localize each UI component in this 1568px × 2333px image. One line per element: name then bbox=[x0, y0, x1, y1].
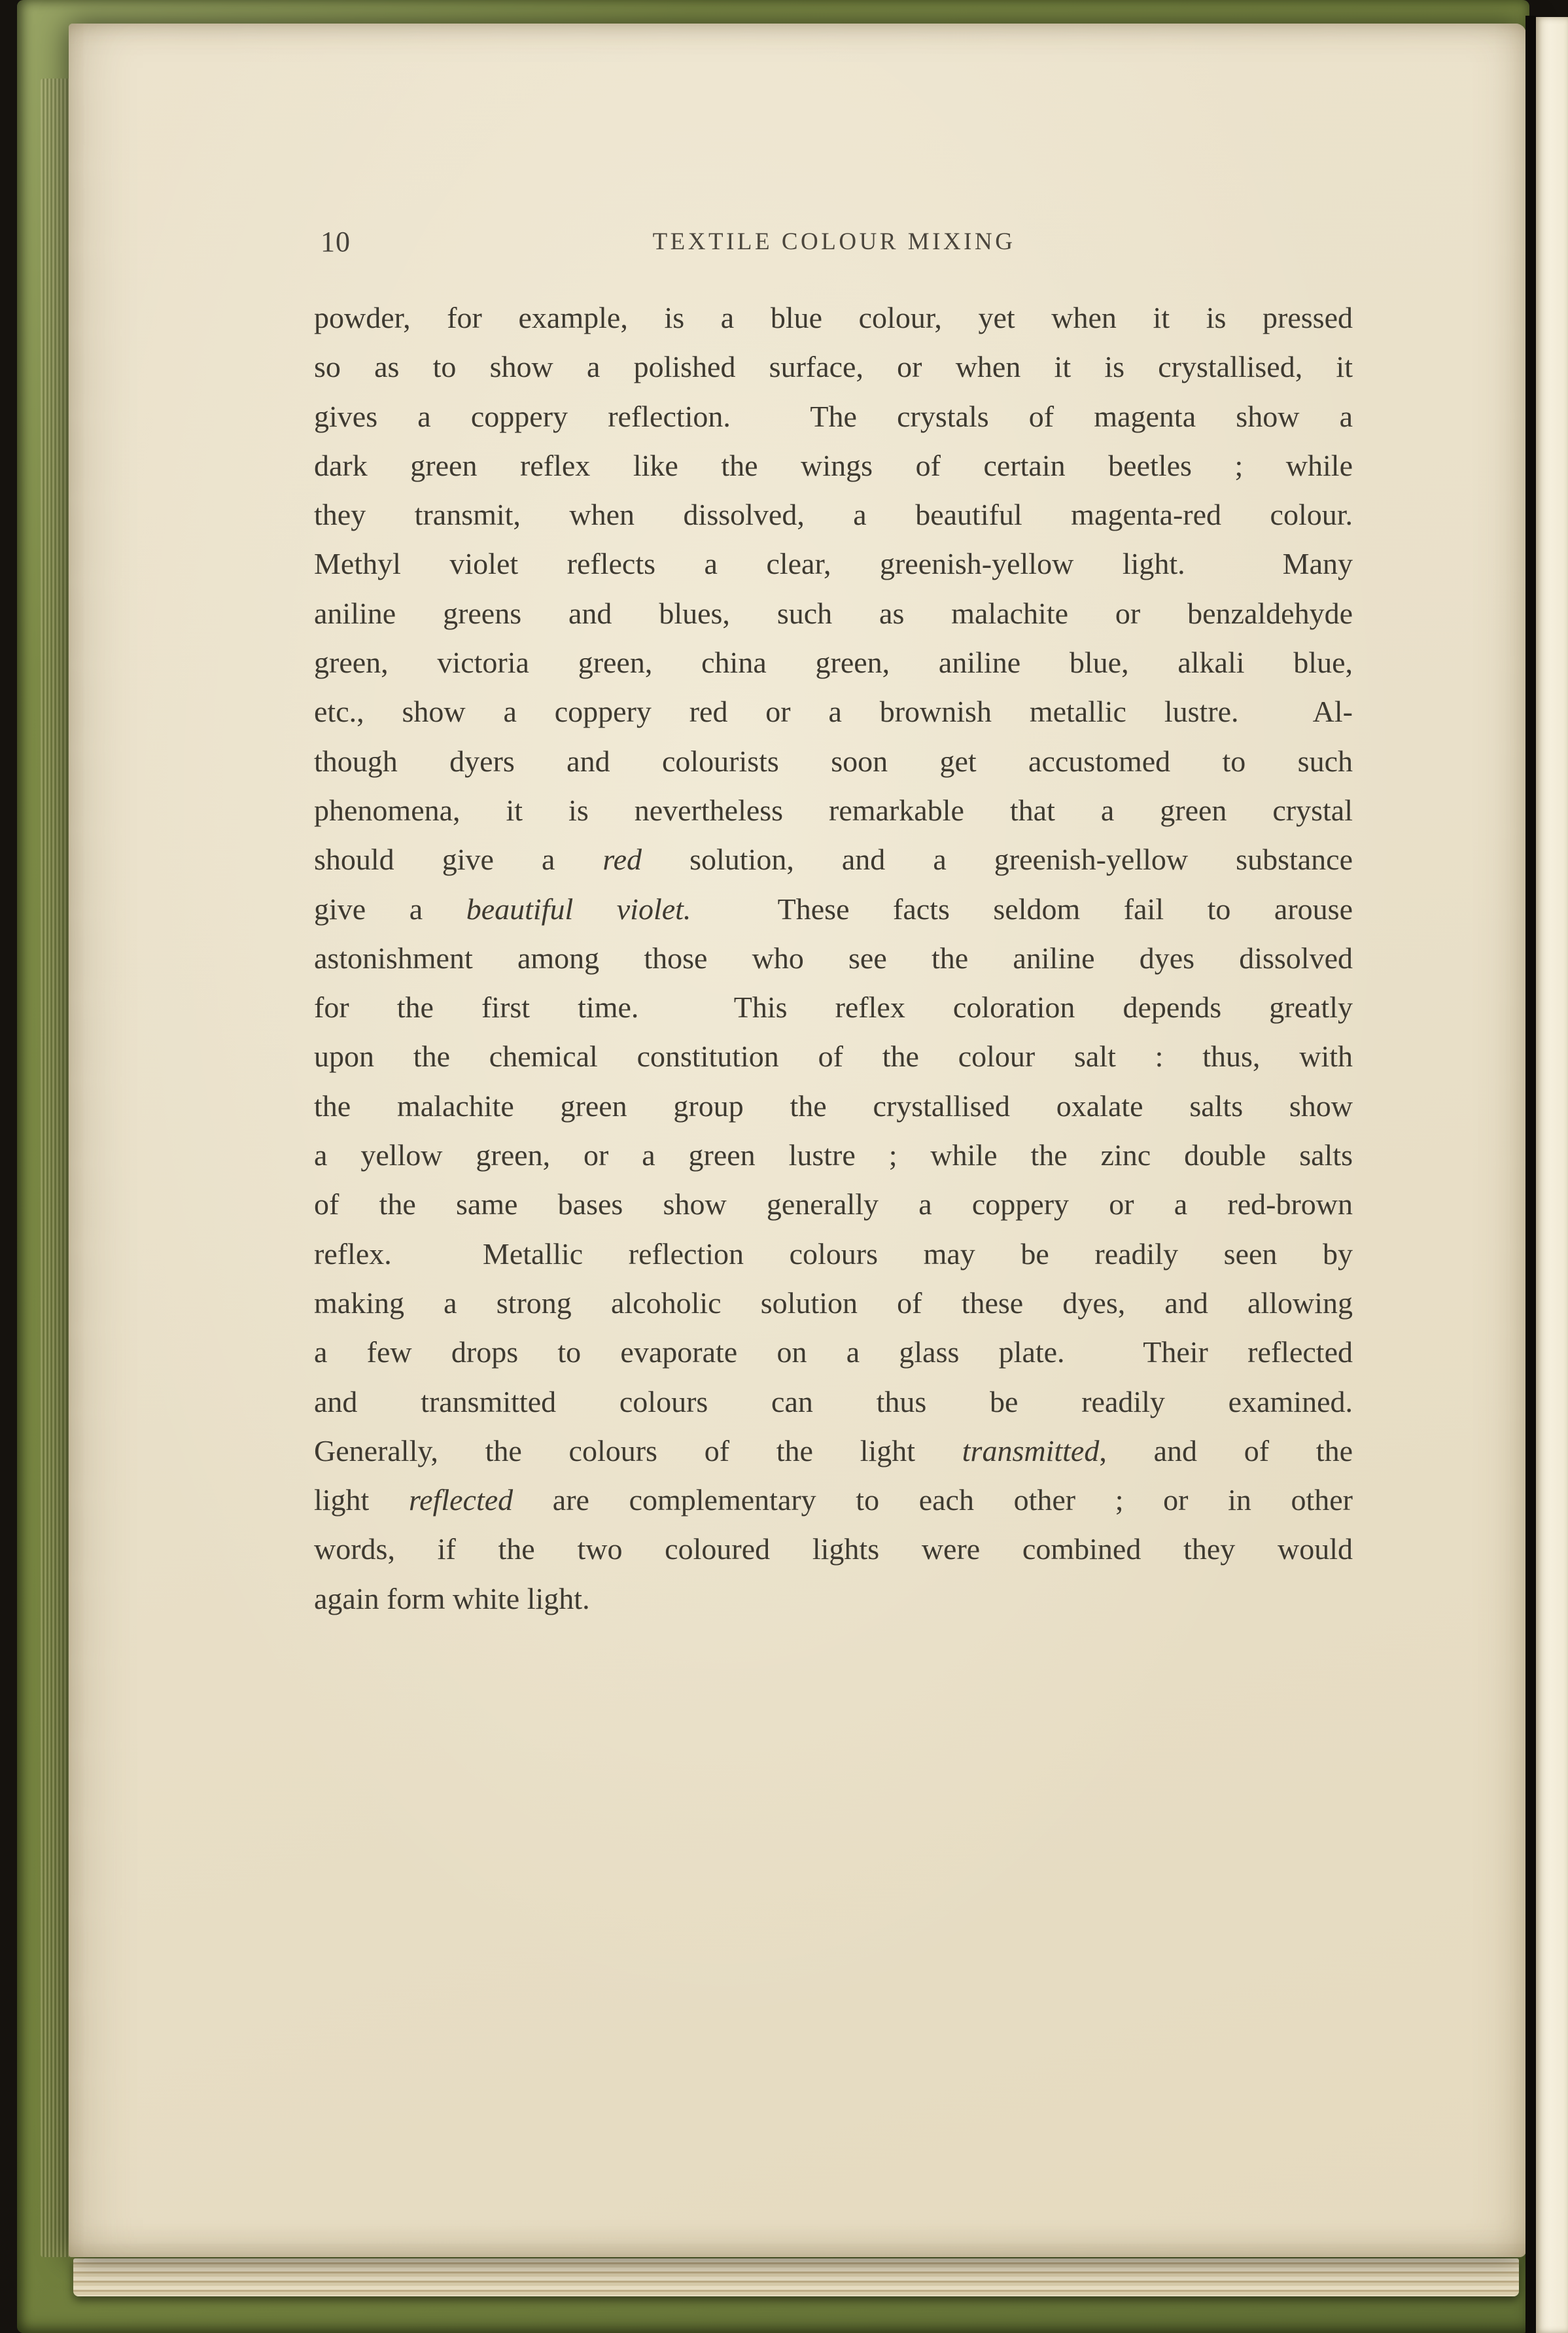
text-segment: astonishment among those who see the aniline dyes dissolved bbox=[314, 941, 1353, 975]
page-stack-bottom-edge bbox=[73, 2258, 1519, 2296]
text-segment: again form white light. bbox=[314, 1581, 590, 1615]
running-header-title: TEXTILE COLOUR MIXING bbox=[652, 228, 1016, 255]
text-line bbox=[314, 1278, 1353, 1327]
text-segment: , and of the bbox=[1099, 1433, 1353, 1467]
text-line bbox=[314, 1180, 1353, 1229]
text-line bbox=[314, 737, 1353, 786]
text-line bbox=[314, 835, 1353, 884]
text-segment: These facts seldom fail to arouse bbox=[691, 892, 1353, 926]
text-segment: they transmit, when dissolved, a beautiful magenta-red colour. bbox=[314, 498, 1353, 532]
text-line bbox=[314, 589, 1353, 638]
scanned-page bbox=[69, 24, 1526, 2257]
text-segment: aniline greens and blues, such as malachite or benzaldehyde bbox=[314, 596, 1353, 630]
text-line bbox=[314, 490, 1353, 539]
text-line bbox=[314, 885, 1353, 934]
text-segment: making a strong alcoholic solution of these dyes, and allowing bbox=[314, 1286, 1353, 1320]
text-segment: etc., show a coppery red or a brownish metallic lustre. Al- bbox=[314, 695, 1353, 729]
text-segment: the malachite green group the crystallised oxalate salts show bbox=[314, 1089, 1353, 1123]
text-line bbox=[314, 1574, 1353, 1623]
text-segment: Methyl violet reflects a clear, greenish-yellow light. Many bbox=[314, 547, 1353, 581]
text-line bbox=[314, 1327, 1353, 1377]
text-line bbox=[314, 441, 1353, 490]
text-line bbox=[314, 342, 1353, 391]
italic-text-segment: reflected bbox=[408, 1483, 514, 1517]
text-line bbox=[314, 1032, 1353, 1081]
running-header-row bbox=[314, 220, 1354, 266]
text-segment: so as to show a polished surface, or when it is crystallised, it bbox=[314, 350, 1353, 384]
body-text bbox=[314, 293, 1353, 1623]
text-segment: a yellow green, or a green lustre ; while the zinc double salts bbox=[314, 1138, 1353, 1172]
text-segment: light bbox=[314, 1483, 409, 1517]
text-line bbox=[314, 983, 1353, 1032]
text-line bbox=[314, 786, 1353, 835]
text-segment: of the same bases show generally a coppery or a red-brown bbox=[314, 1187, 1353, 1221]
text-segment: reflex. Metallic reflection colours may be readily seen by bbox=[314, 1237, 1353, 1271]
text-segment: gives a coppery reflection. The crystals of magenta show a bbox=[314, 399, 1353, 433]
text-line bbox=[314, 293, 1353, 342]
italic-text-segment: transmitted bbox=[962, 1433, 1100, 1467]
text-line bbox=[314, 1377, 1353, 1426]
italic-text-segment: red bbox=[602, 843, 642, 877]
text-line bbox=[314, 687, 1353, 736]
italic-text-segment: beautiful violet. bbox=[466, 892, 691, 926]
text-line bbox=[314, 1426, 1353, 1475]
page-stack-left-edge bbox=[41, 79, 71, 2257]
text-segment: a few drops to evaporate on a glass plate. Their reflected bbox=[314, 1335, 1353, 1369]
text-line bbox=[314, 539, 1353, 588]
text-segment: should give a bbox=[314, 843, 603, 877]
text-segment: solution, and a greenish-yellow substance bbox=[642, 843, 1353, 877]
text-segment: green, victoria green, china green, aniline blue, alkali blue, bbox=[314, 646, 1353, 680]
text-segment: words, if the two coloured lights were combined they would bbox=[314, 1532, 1353, 1566]
text-segment: upon the chemical constitution of the colour salt : thus, with bbox=[314, 1040, 1353, 1074]
text-line bbox=[314, 638, 1353, 687]
text-line bbox=[314, 1081, 1353, 1131]
text-segment: phenomena, it is nevertheless remarkable that a green crystal bbox=[314, 793, 1353, 827]
text-segment: powder, for example, is a blue colour, yet when it is pressed bbox=[314, 301, 1353, 334]
text-line bbox=[314, 392, 1353, 441]
text-line bbox=[314, 1131, 1353, 1180]
text-segment: and transmitted colours can thus be readily examined. bbox=[314, 1384, 1353, 1418]
page-number: 10 bbox=[321, 226, 351, 258]
text-line bbox=[314, 934, 1353, 983]
text-segment: give a bbox=[314, 892, 466, 926]
text-segment: Generally, the colours of the light bbox=[314, 1433, 962, 1467]
text-segment: though dyers and colourists soon get accustomed to such bbox=[314, 744, 1353, 778]
text-line bbox=[314, 1475, 1353, 1524]
text-segment: for the first time. This reflex coloration depends greatly bbox=[314, 991, 1353, 1025]
text-line bbox=[314, 1229, 1353, 1278]
facing-page-edge bbox=[1536, 17, 1568, 2333]
text-segment: dark green reflex like the wings of certain beetles ; while bbox=[314, 448, 1353, 482]
text-segment: are complementary to each other ; or in other bbox=[513, 1483, 1353, 1517]
text-line bbox=[314, 1524, 1353, 1573]
page-gap-shadow bbox=[1525, 16, 1536, 2333]
